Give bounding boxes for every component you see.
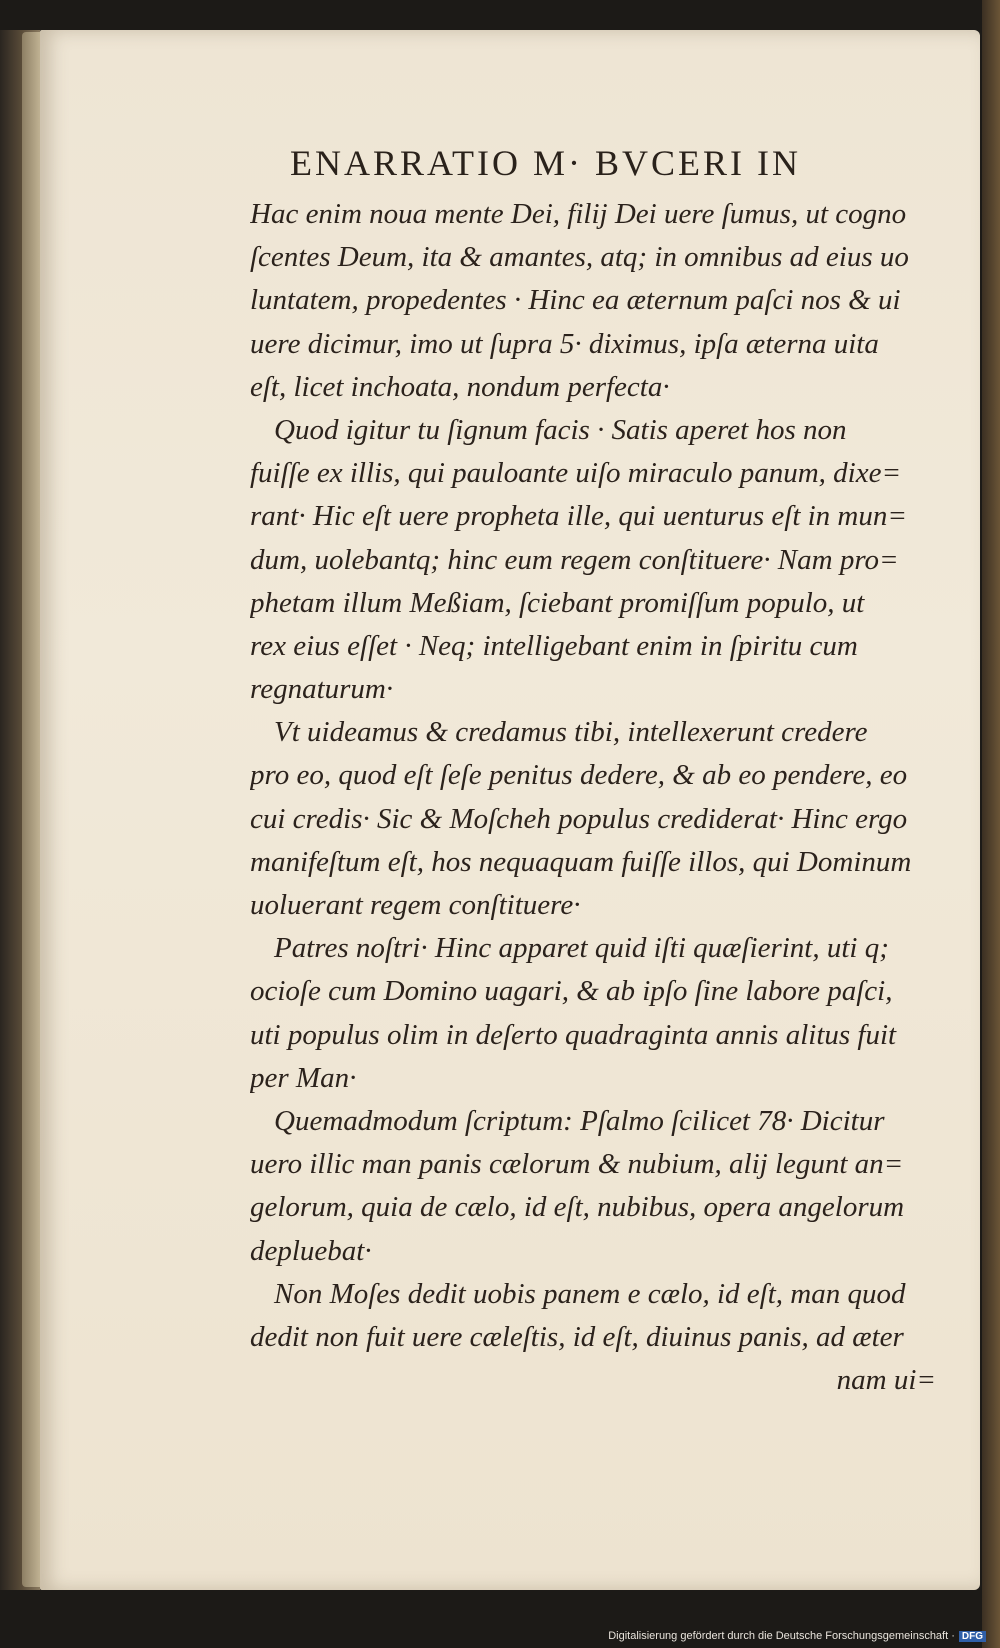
text-line: depluebat·: [250, 1234, 372, 1267]
text-line: gelorum, quia de cælo, id eſt, nubibus, opera angelorum: [250, 1191, 905, 1224]
digitization-footer: [608, 1630, 986, 1642]
text-line: Patres noſtri· Hinc apparet quid iſti quæſierint, uti q;: [274, 932, 889, 965]
text-line: uero illic man panis cælorum & nubium, alij legunt an=: [250, 1148, 904, 1181]
text-line: Vt uideamus & credamus tibi, intellexerunt credere: [274, 716, 868, 749]
text-line: cui credis· Sic & Moſcheh populus crediderat· Hinc ergo: [250, 802, 908, 835]
dfg-logo: DFG: [959, 1631, 986, 1642]
text-line: ſcentes Deum, ita & amantes, atq; in omnibus ad eius uo: [250, 241, 909, 274]
text-line: per Man·: [250, 1061, 357, 1094]
text-line: Quemadmodum ſcriptum: Pſalmo ſcilicet 78· Dicitur: [274, 1104, 885, 1137]
text-line: eſt, licet inchoata, nondum perfecta·: [250, 370, 670, 403]
running-header: ENARRATIO M· BVCERI IN: [290, 143, 801, 183]
text-line: Hac enim noua mente Dei, filij Dei uere ſumus, ut cogno: [250, 198, 907, 230]
text-line: manifeſtum eſt, hos nequaquam fuiſſe illos, qui Dominum: [250, 845, 912, 878]
text-line: pro eo, quod eſt ſeſe penitus dedere, & ab eo pendere, eo: [250, 759, 908, 792]
text-line: phetam illum Meßiam, ſciebant promiſſum populo, ut: [250, 586, 865, 619]
text-line: dedit non fuit uere cæleſtis, id eſt, diuinus panis, ad æter: [250, 1320, 904, 1353]
text-line: Non Moſes dedit uobis panem e cælo, id eſt, man quod: [274, 1277, 906, 1310]
text-line: uoluerant regem conſtituere·: [250, 889, 581, 921]
right-page-edge: [982, 0, 1000, 1648]
catchword: nam ui=: [836, 1364, 936, 1397]
text-line: dum, uolebantq; hinc eum regem conſtituere· Nam pro=: [250, 543, 899, 576]
text-line: fuiſſe ex illis, qui pauloante uiſo miraculo panum, dixe=: [250, 457, 902, 490]
text-line: Quod igitur tu ſignum facis · Satis aperet hos non: [274, 413, 847, 446]
footer-text: Digitalisierung gefördert durch die Deutsche Forschungsgemeinschaft ·: [608, 1630, 955, 1642]
text-line: regnaturum·: [250, 673, 394, 706]
text-line: rant· Hic eſt uere propheta ille, qui uenturus eſt in mun=: [250, 500, 907, 533]
text-line: uti populus olim in deſerto quadraginta annis alitus fuit: [250, 1018, 897, 1051]
text-line: uere dicimur, imo ut ſupra 5· diximus, ipſa æterna uita: [250, 327, 879, 360]
text-line: ocioſe cum Domino uagari, & ab ipſo ſine labore paſci,: [250, 975, 893, 1008]
text-line: rex eius eſſet · Neq; intelligebant enim in ſpiritu cum: [250, 629, 858, 662]
text-line: luntatem, propedentes · Hinc ea æternum paſci nos & ui: [250, 284, 901, 317]
main-text-block: [250, 193, 950, 1402]
